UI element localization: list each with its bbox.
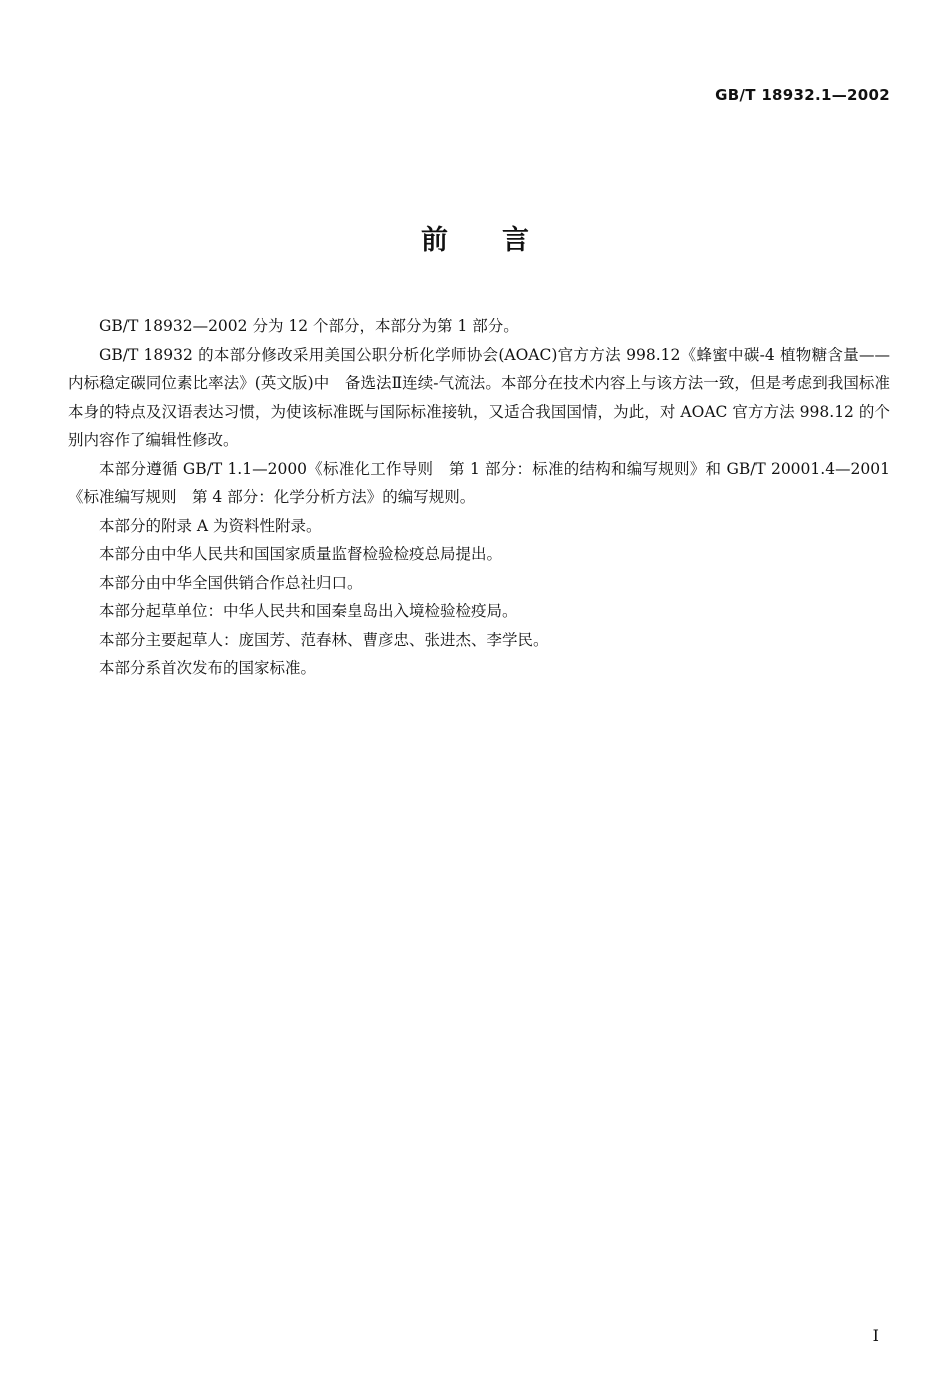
paragraph-drafters: 本部分主要起草人：庞国芳、范春林、曹彦忠、张进杰、李学民。 bbox=[99, 630, 549, 649]
paragraph-annex: 本部分的附录 A 为资料性附录。 bbox=[99, 516, 322, 535]
page-number: I bbox=[872, 1326, 879, 1345]
paragraph-administrator: 本部分由中华全国供销合作总社归口。 bbox=[99, 573, 363, 592]
page-title: 前言 bbox=[421, 225, 583, 256]
document-code: GB/T 18932.1—2002 bbox=[715, 86, 890, 104]
paragraph-parts: GB/T 18932—2002 分为 12 个部分，本部分为第 1 部分。 bbox=[99, 317, 519, 335]
paragraph-rules: 本部分遵循 GB/T 1.1—2000《标准化工作导则 第 1 部分：标准的结构和编写规则》和 GB/T 20001.4—2001《标准编写规则 第 4 部分：化学分析方法》的编写规则。 bbox=[68, 459, 890, 506]
paragraph-first-issue: 本部分系首次发布的国家标准。 bbox=[99, 659, 317, 677]
paragraph-proposer: 本部分由中华人民共和国国家质量监督检验检疫总局提出。 bbox=[99, 545, 503, 563]
paragraph-drafting-unit: 本部分起草单位：中华人民共和国秦皇岛出入境检验检疫局。 bbox=[99, 602, 518, 620]
foreword-body bbox=[68, 312, 890, 683]
paragraph-adoption: GB/T 18932 的本部分修改采用美国公职分析化学师协会(AOAC)官方方法 998.12《蜂蜜中碳-4 植物糖含量——内标稳定碳同位素比率法》(英文版)中 备选法Ⅱ连续-气流法。本部分在技术内容上与该方法一致，但是考虑到我国标准本身的特点及汉语表达习惯，为使该标准既与国际标准接轨，又适合我国国情，为此，对 AOAC 官方方法 998.12 的个别内容作了编辑性修改。 bbox=[68, 345, 890, 449]
